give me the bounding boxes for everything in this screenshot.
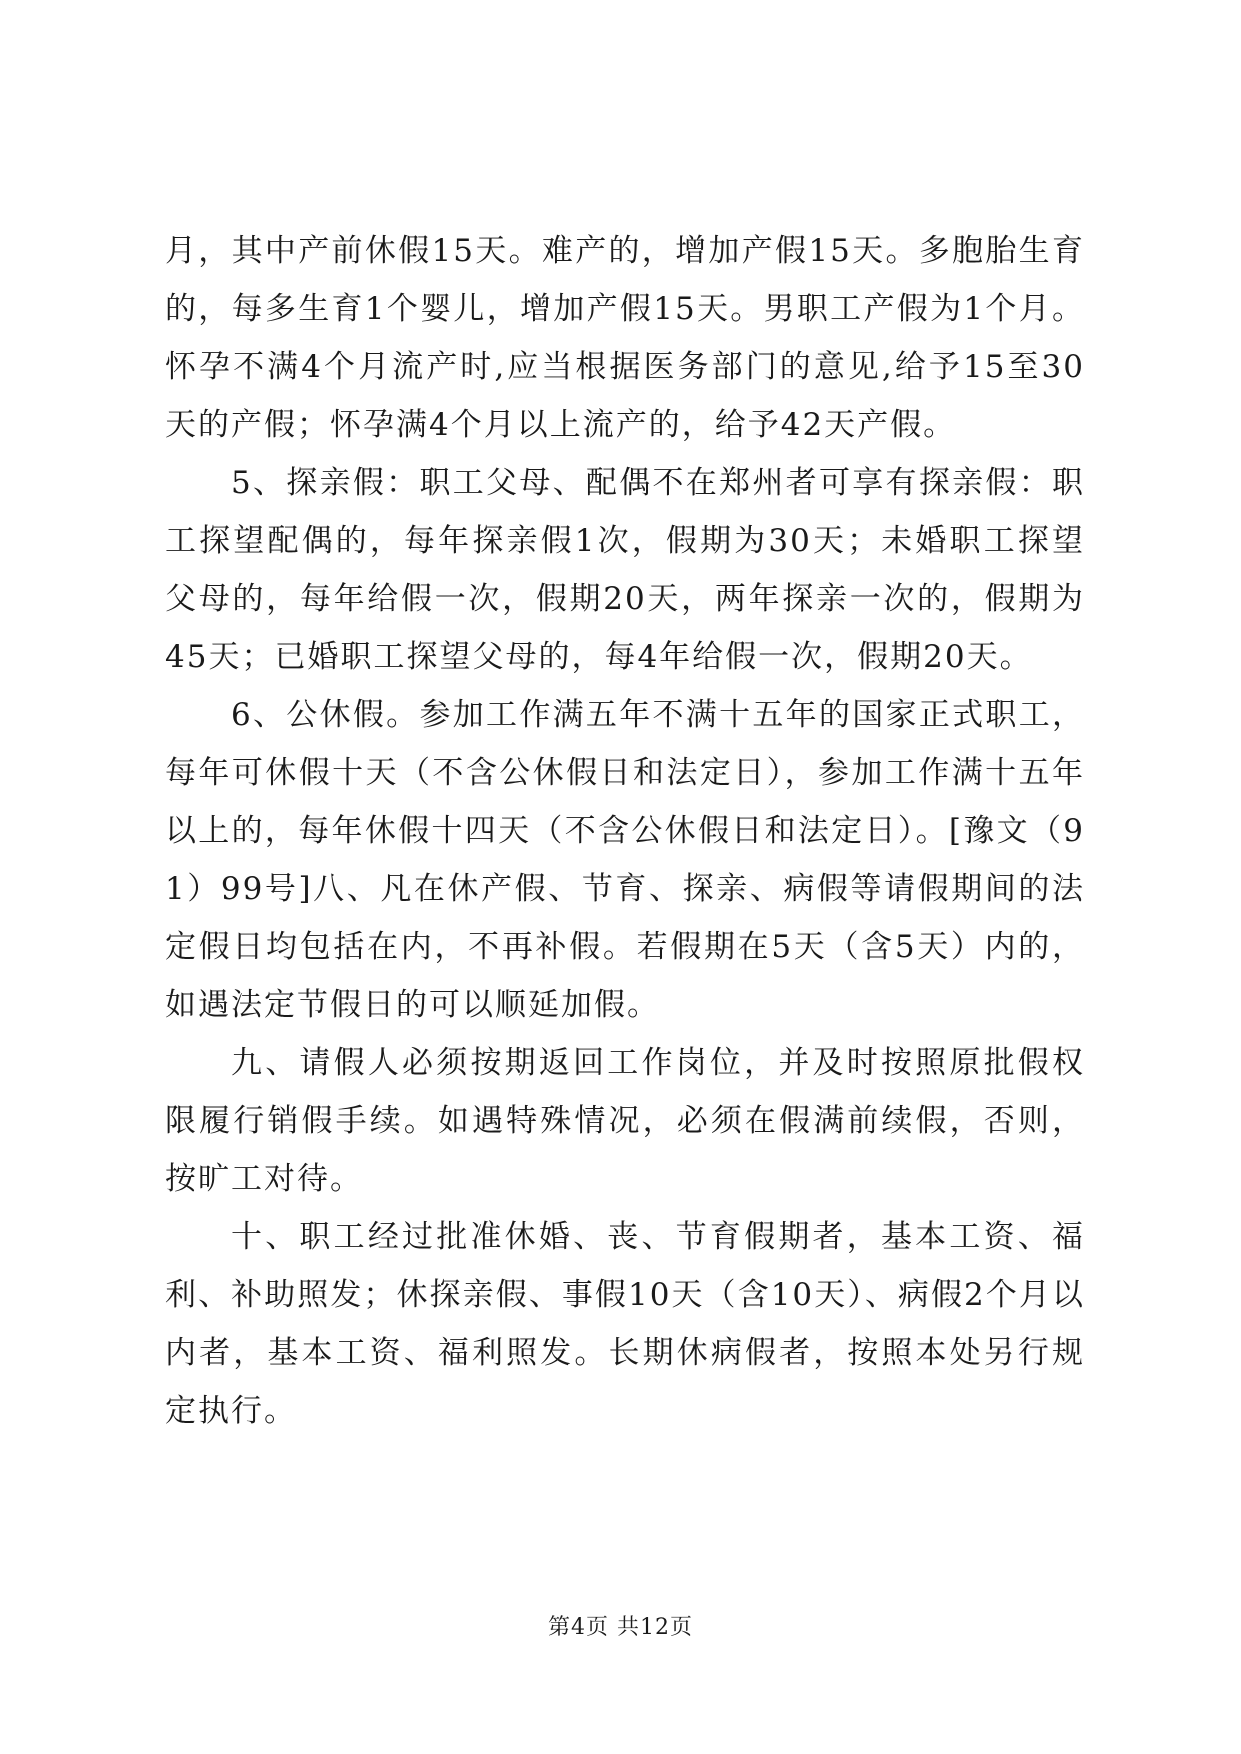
document-body xyxy=(165,222,1085,1440)
paragraph-home-leave: 5、探亲假：职工父母、配偶不在郑州者可享有探亲假：职工探望配偶的，每年探亲假1次，假期为30天；未婚职工探望父母的，每年给假一次，假期20天，两年探亲一次的，假期为45天；已婚职工探望父母的，每4年给假一次，假期20天。 xyxy=(165,465,1085,675)
paragraph-annual-leave: 6、公休假。参加工作满五年不满十五年的国家正式职工，每年可休假十天（不含公休假日和法定日），参加工作满十五年以上的，每年休假十四天（不含公休假日和法定日）。[豫文（91）99号]八、凡在休产假、节育、探亲、病假等请假期间的法定假日均包括在内，不再补假。若假期在5天（含5天）内的，如遇法定节假日的可以顺延加假。 xyxy=(165,697,1085,1023)
page-number-footer: 第4页 共12页 xyxy=(548,1615,693,1640)
paragraph-return-to-work: 九、请假人必须按期返回工作岗位，并及时按照原批假权限履行销假手续。如遇特殊情况，必须在假满前续假，否则，按旷工对待。 xyxy=(165,1045,1085,1197)
paragraph-maternity-leave-continued: 月，其中产前休假15天。难产的，增加产假15天。多胞胎生育的，每多生育1个婴儿，增加产假15天。男职工产假为1个月。怀孕不满4个月流产时,应当根据医务部门的意见,给予15至30天的产假；怀孕满4个月以上流产的，给予42天产假。 xyxy=(165,233,1085,443)
paragraph-salary-during-leave: 十、职工经过批准休婚、丧、节育假期者，基本工资、福利、补助照发；休探亲假、事假10天（含10天）、病假2个月以内者，基本工资、福利照发。长期休病假者，按照本处另行规定执行。 xyxy=(165,1219,1085,1429)
